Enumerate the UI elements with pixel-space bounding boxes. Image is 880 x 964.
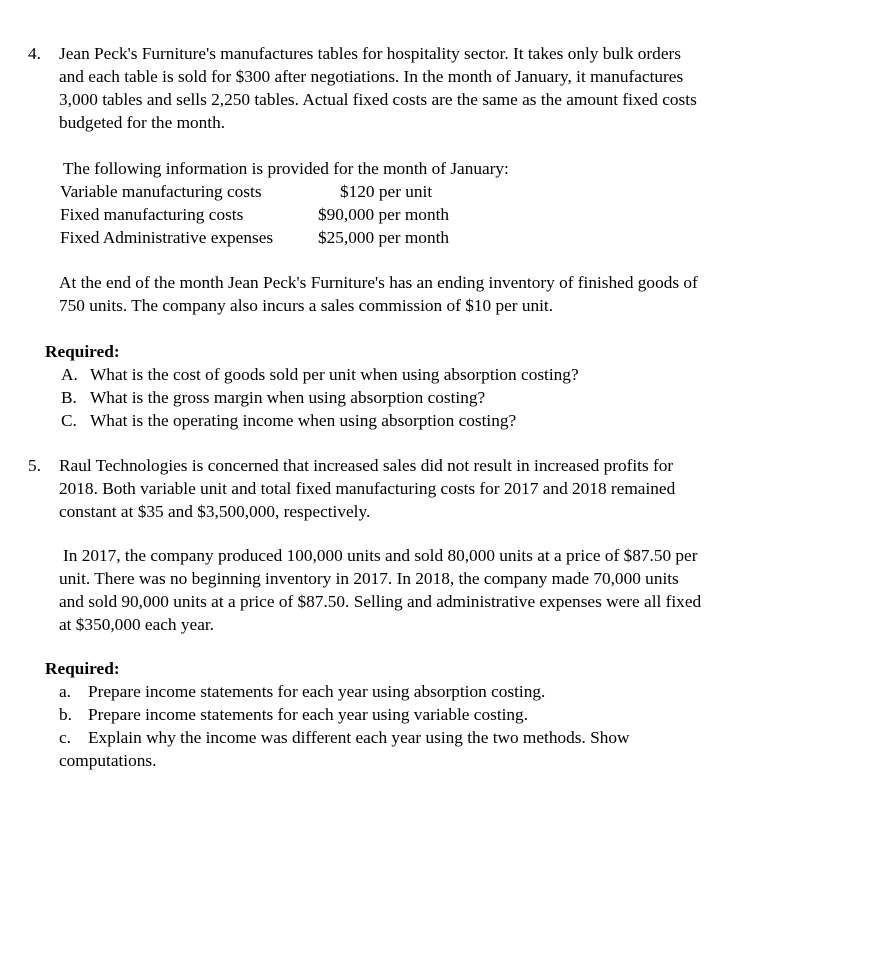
cost-row — [60, 203, 449, 226]
required-heading: Required: — [45, 659, 120, 678]
text-line: In 2017, the company produced 100,000 units and sold 80,000 units at a price of $87.50 per — [63, 546, 698, 565]
question-number: 4. — [28, 44, 41, 63]
cost-row — [60, 226, 449, 249]
text-line: and sold 90,000 units at a price of $87.50. Selling and administrative expenses were all fixed — [59, 592, 702, 611]
text-line: unit. There was no beginning inventory in 2017. In 2018, the company made 70,000 units — [59, 569, 679, 588]
required-heading: Required: — [45, 342, 120, 361]
cost-info-table — [60, 180, 449, 249]
text-line: Raul Technologies is concerned that increased sales did not result in increased profits for — [59, 456, 674, 475]
text-line: 750 units. The company also incurs a sales commission of $10 per unit. — [59, 296, 554, 315]
item-letter: c. — [59, 728, 71, 747]
item-text: Explain why the income was different each year using the two methods. Show — [88, 728, 630, 747]
info-intro: The following information is provided for the month of January: — [63, 159, 509, 178]
cost-value: $25,000 per month — [318, 228, 450, 247]
item-letter: C. — [61, 411, 77, 430]
cost-label: Variable manufacturing costs — [60, 182, 262, 201]
text-line: 3,000 tables and sells 2,250 tables. Actual fixed costs are the same as the amount fixed costs — [59, 90, 697, 109]
item-text: What is the cost of goods sold per unit when using absorption costing? — [90, 365, 579, 384]
item-letter: B. — [61, 388, 77, 407]
item-text: What is the operating income when using absorption costing? — [90, 411, 517, 430]
text-line: and each table is sold for $300 after negotiations. In the month of January, it manufactures — [59, 67, 684, 86]
text-line: At the end of the month Jean Peck's Furniture's has an ending inventory of finished goods of — [59, 273, 698, 292]
text-line: at $350,000 each year. — [59, 615, 214, 634]
question-number: 5. — [28, 456, 41, 475]
text-line: Jean Peck's Furniture's manufactures tables for hospitality sector. It takes only bulk orders — [59, 44, 681, 63]
item-letter: a. — [59, 682, 71, 701]
item-text: Prepare income statements for each year using variable costing. — [88, 705, 529, 724]
text-line: constant at $35 and $3,500,000, respectively. — [59, 502, 371, 521]
cost-row — [60, 180, 449, 203]
detail-paragraph — [59, 544, 819, 636]
item-text: What is the gross margin when using absorption costing? — [90, 388, 486, 407]
text-line: budgeted for the month. — [59, 113, 226, 132]
cost-label: Fixed Administrative expenses — [60, 228, 274, 247]
question-4-text — [59, 42, 804, 134]
item-letter: A. — [61, 365, 78, 384]
inventory-paragraph — [59, 271, 819, 317]
question-5-text — [59, 454, 804, 523]
cost-value: $120 per unit — [340, 182, 433, 201]
item-continuation: computations. — [59, 751, 157, 770]
item-letter: b. — [59, 705, 72, 724]
cost-value: $90,000 per month — [318, 205, 450, 224]
item-text: Prepare income statements for each year using absorption costing. — [88, 682, 546, 701]
cost-label: Fixed manufacturing costs — [60, 205, 244, 224]
text-line: 2018. Both variable unit and total fixed manufacturing costs for 2017 and 2018 remained — [59, 479, 676, 498]
